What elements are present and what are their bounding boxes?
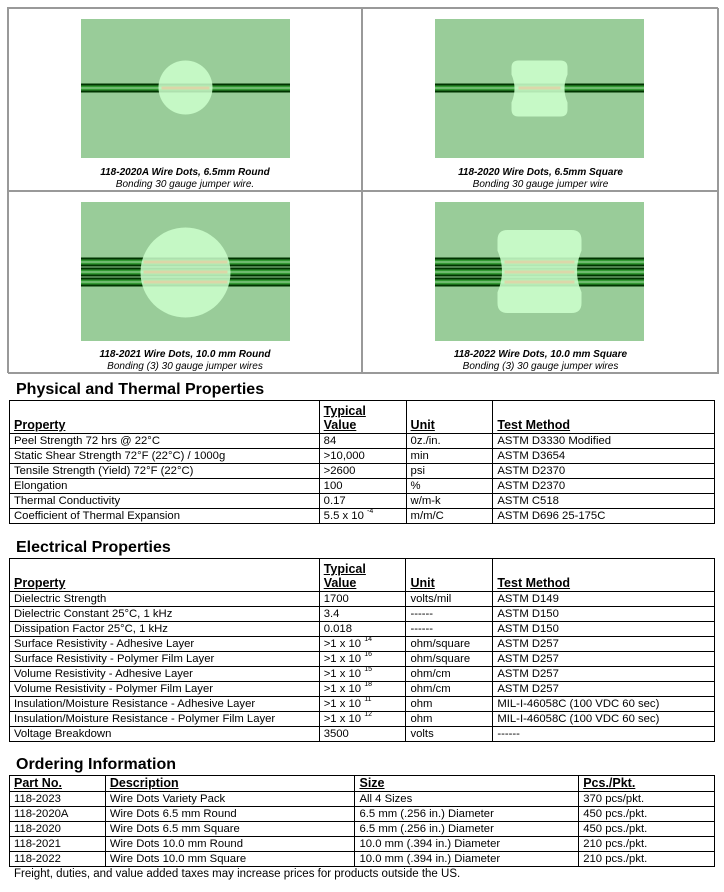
unit-cell: ohm/cm bbox=[406, 682, 493, 697]
figure-description: Bonding (3) 30 gauge jumper wires bbox=[107, 361, 263, 372]
col-header-typical-value: Typical Value bbox=[319, 559, 406, 592]
value-exponent: 16 bbox=[364, 651, 373, 658]
test-method-cell: ASTM C518 bbox=[493, 494, 715, 509]
wire-under-dot bbox=[162, 87, 210, 90]
part-no-cell: 118-2020 bbox=[10, 822, 106, 837]
test-method-cell: ASTM D150 bbox=[493, 622, 715, 637]
value-cell bbox=[319, 464, 406, 479]
value-text: >1 x 10 bbox=[323, 668, 362, 680]
table-row bbox=[10, 837, 715, 852]
table-row bbox=[10, 682, 715, 697]
footer-note: Freight, duties, and value added taxes may increase prices for products outside the US. bbox=[14, 868, 461, 880]
test-method-cell: ASTM D2370 bbox=[493, 464, 715, 479]
figure-caption bbox=[9, 167, 361, 191]
col-header-unit: Unit bbox=[406, 401, 493, 434]
property-cell: Voltage Breakdown bbox=[10, 727, 320, 742]
wire-dot-round-small-image bbox=[81, 19, 290, 158]
value-cell bbox=[319, 667, 406, 682]
col-header-pcs-per-pkt: Pcs./Pkt. bbox=[579, 776, 715, 792]
value-cell bbox=[319, 607, 406, 622]
table-row bbox=[10, 622, 715, 637]
value-exponent: 14 bbox=[364, 636, 373, 643]
value-cell bbox=[319, 697, 406, 712]
unit-cell: % bbox=[406, 479, 493, 494]
wire-under-dot bbox=[144, 281, 228, 284]
description-cell: Wire Dots Variety Pack bbox=[105, 792, 355, 807]
unit-cell: ohm/square bbox=[406, 652, 493, 667]
wire-under-dot bbox=[144, 271, 228, 274]
table-row bbox=[10, 464, 715, 479]
col-header-property: Property bbox=[10, 401, 320, 434]
value-cell bbox=[319, 449, 406, 464]
figure-description: Bonding 30 gauge jumper wire. bbox=[115, 179, 255, 190]
value-exponent: 18 bbox=[364, 681, 373, 688]
unit-cell: w/m-k bbox=[406, 494, 493, 509]
wire-dot-round-large-image bbox=[81, 202, 290, 341]
size-cell: All 4 Sizes bbox=[355, 792, 579, 807]
col-header-description: Description bbox=[105, 776, 355, 792]
test-method-cell: ASTM D257 bbox=[493, 667, 715, 682]
figure-description: Bonding 30 gauge jumper wire bbox=[472, 179, 609, 190]
value-cell bbox=[319, 622, 406, 637]
property-cell: Dissipation Factor 25°C, 1 kHz bbox=[10, 622, 320, 637]
figure-title: 118-2021 Wire Dots, 10.0 mm Round bbox=[99, 349, 271, 360]
size-cell: 6.5 mm (.256 in.) Diameter bbox=[355, 807, 579, 822]
table-row bbox=[10, 712, 715, 727]
table-row bbox=[10, 434, 715, 449]
table-row bbox=[10, 852, 715, 867]
table-row bbox=[10, 652, 715, 667]
value-cell bbox=[319, 652, 406, 667]
pcs-cell: 210 pcs./pkt. bbox=[579, 837, 715, 852]
figure-title: 118-2020A Wire Dots, 6.5mm Round bbox=[100, 167, 270, 178]
figure-description: Bonding (3) 30 gauge jumper wires bbox=[462, 361, 619, 372]
value-text: 84 bbox=[323, 435, 337, 447]
property-cell: Tensile Strength (Yield) 72°F (22°C) bbox=[10, 464, 320, 479]
table-row bbox=[10, 697, 715, 712]
test-method-cell: ASTM D696 25-175C bbox=[493, 509, 715, 524]
table-row bbox=[10, 509, 715, 524]
value-exponent: 15 bbox=[364, 666, 373, 673]
value-text: 3.4 bbox=[323, 608, 340, 620]
ordering-table bbox=[9, 775, 715, 867]
ordering-information-heading: Ordering Information bbox=[16, 756, 176, 773]
physical-properties-heading: Physical and Thermal Properties bbox=[16, 381, 265, 398]
property-cell: Volume Resistivity - Polymer Film Layer bbox=[10, 682, 320, 697]
table-row bbox=[10, 592, 715, 607]
unit-cell: ohm/cm bbox=[406, 667, 493, 682]
test-method-cell: MIL-I-46058C (100 VDC 60 sec) bbox=[493, 697, 715, 712]
property-cell: Thermal Conductivity bbox=[10, 494, 320, 509]
test-method-cell: ASTM D257 bbox=[493, 652, 715, 667]
unit-cell: ------ bbox=[406, 622, 493, 637]
pcs-cell: 210 pcs./pkt. bbox=[579, 852, 715, 867]
unit-cell: 0z./in. bbox=[406, 434, 493, 449]
value-cell bbox=[319, 637, 406, 652]
property-cell: Static Shear Strength 72°F (22°C) / 1000g bbox=[10, 449, 320, 464]
pcs-cell: 370 pcs/pkt. bbox=[579, 792, 715, 807]
value-exponent: -4 bbox=[367, 508, 374, 515]
value-cell bbox=[319, 682, 406, 697]
physical-properties-table bbox=[9, 400, 715, 524]
value-text: 1700 bbox=[323, 593, 349, 605]
value-text: >1 x 10 bbox=[323, 698, 362, 710]
property-cell: Dielectric Strength bbox=[10, 592, 320, 607]
table-row bbox=[10, 449, 715, 464]
property-cell: Coefficient of Thermal Expansion bbox=[10, 509, 320, 524]
value-text: 0.17 bbox=[323, 495, 346, 507]
pcs-cell: 450 pcs./pkt. bbox=[579, 807, 715, 822]
value-cell bbox=[319, 509, 406, 524]
wire-under-dot bbox=[144, 261, 228, 264]
wire-under-dot bbox=[505, 261, 575, 264]
size-cell: 6.5 mm (.256 in.) Diameter bbox=[355, 822, 579, 837]
test-method-cell: ASTM D257 bbox=[493, 682, 715, 697]
size-cell: 10.0 mm (.394 in.) Diameter bbox=[355, 852, 579, 867]
value-text: >1 x 10 bbox=[323, 653, 362, 665]
value-cell bbox=[319, 592, 406, 607]
product-image-grid bbox=[7, 7, 718, 373]
size-cell: 10.0 mm (.394 in.) Diameter bbox=[355, 837, 579, 852]
unit-cell: m/m/C bbox=[406, 509, 493, 524]
wire-under-dot bbox=[519, 87, 561, 90]
figure-caption bbox=[9, 349, 361, 373]
test-method-cell: ASTM D149 bbox=[493, 592, 715, 607]
test-method-cell: MIL-I-46058C (100 VDC 60 sec) bbox=[493, 712, 715, 727]
property-cell: Volume Resistivity - Adhesive Layer bbox=[10, 667, 320, 682]
value-text: 5.5 x 10 bbox=[323, 510, 364, 522]
figure-cell bbox=[362, 191, 719, 374]
value-text: >1 x 10 bbox=[323, 683, 362, 695]
wire-dot-square-large-image bbox=[435, 202, 644, 341]
property-cell: Insulation/Moisture Resistance - Adhesive Layer bbox=[10, 697, 320, 712]
figure-title: 118-2022 Wire Dots, 10.0 mm Square bbox=[453, 349, 628, 360]
property-cell: Dielectric Constant 25°C, 1 kHz bbox=[10, 607, 320, 622]
test-method-cell: ASTM D3654 bbox=[493, 449, 715, 464]
value-cell bbox=[319, 494, 406, 509]
description-cell: Wire Dots 6.5 mm Square bbox=[105, 822, 355, 837]
value-exponent: 12 bbox=[364, 711, 373, 718]
unit-cell: min bbox=[406, 449, 493, 464]
col-header-typical-value: Typical Value bbox=[319, 401, 406, 434]
value-cell bbox=[319, 712, 406, 727]
part-no-cell: 118-2022 bbox=[10, 852, 106, 867]
table-row bbox=[10, 792, 715, 807]
value-text: 3500 bbox=[323, 728, 349, 740]
table-row bbox=[10, 667, 715, 682]
unit-cell: ohm bbox=[406, 712, 493, 727]
wire-dot-square-small-image bbox=[435, 19, 644, 158]
unit-cell: volts bbox=[406, 727, 493, 742]
value-cell bbox=[319, 434, 406, 449]
part-no-cell: 118-2021 bbox=[10, 837, 106, 852]
pcs-cell: 450 pcs./pkt. bbox=[579, 822, 715, 837]
unit-cell: ohm bbox=[406, 697, 493, 712]
description-cell: Wire Dots 10.0 mm Round bbox=[105, 837, 355, 852]
value-cell bbox=[319, 727, 406, 742]
part-no-cell: 118-2020A bbox=[10, 807, 106, 822]
electrical-properties-table bbox=[9, 558, 715, 742]
figure-caption bbox=[363, 349, 718, 373]
table-row bbox=[10, 607, 715, 622]
unit-cell: volts/mil bbox=[406, 592, 493, 607]
wire-under-dot bbox=[505, 271, 575, 274]
value-text: >1 x 10 bbox=[323, 713, 362, 725]
unit-cell: psi bbox=[406, 464, 493, 479]
test-method-cell: ASTM D3330 Modified bbox=[493, 434, 715, 449]
test-method-cell: ASTM D257 bbox=[493, 637, 715, 652]
col-header-part-no: Part No. bbox=[10, 776, 106, 792]
table-row bbox=[10, 479, 715, 494]
figure-cell bbox=[8, 191, 362, 374]
col-header-size: Size bbox=[355, 776, 579, 792]
figure-caption bbox=[363, 167, 718, 191]
property-cell: Peel Strength 72 hrs @ 22°C bbox=[10, 434, 320, 449]
property-cell: Surface Resistivity - Polymer Film Layer bbox=[10, 652, 320, 667]
table-row bbox=[10, 807, 715, 822]
test-method-cell: ------ bbox=[493, 727, 715, 742]
table-row bbox=[10, 494, 715, 509]
col-header-test-method: Test Method bbox=[493, 559, 715, 592]
property-cell: Elongation bbox=[10, 479, 320, 494]
value-text: >10,000 bbox=[323, 450, 365, 462]
value-text: 100 bbox=[323, 480, 343, 492]
description-cell: Wire Dots 6.5 mm Round bbox=[105, 807, 355, 822]
value-exponent: 11 bbox=[364, 696, 372, 703]
col-header-test-method: Test Method bbox=[493, 401, 715, 434]
wire-under-dot bbox=[505, 281, 575, 284]
unit-cell: ohm/square bbox=[406, 637, 493, 652]
test-method-cell: ASTM D2370 bbox=[493, 479, 715, 494]
property-cell: Insulation/Moisture Resistance - Polymer Film Layer bbox=[10, 712, 320, 727]
electrical-properties-heading: Electrical Properties bbox=[16, 539, 171, 556]
value-text: >2600 bbox=[323, 465, 356, 477]
value-text: 0.018 bbox=[323, 623, 352, 635]
test-method-cell: ASTM D150 bbox=[493, 607, 715, 622]
col-header-unit: Unit bbox=[406, 559, 493, 592]
part-no-cell: 118-2023 bbox=[10, 792, 106, 807]
value-cell bbox=[319, 479, 406, 494]
table-row bbox=[10, 727, 715, 742]
figure-title: 118-2020 Wire Dots, 6.5mm Square bbox=[458, 167, 623, 178]
table-row bbox=[10, 637, 715, 652]
figure-cell bbox=[8, 8, 362, 191]
table-row bbox=[10, 822, 715, 837]
value-text: >1 x 10 bbox=[323, 638, 362, 650]
unit-cell: ------ bbox=[406, 607, 493, 622]
description-cell: Wire Dots 10.0 mm Square bbox=[105, 852, 355, 867]
property-cell: Surface Resistivity - Adhesive Layer bbox=[10, 637, 320, 652]
figure-cell bbox=[362, 8, 719, 191]
col-header-property: Property bbox=[10, 559, 320, 592]
